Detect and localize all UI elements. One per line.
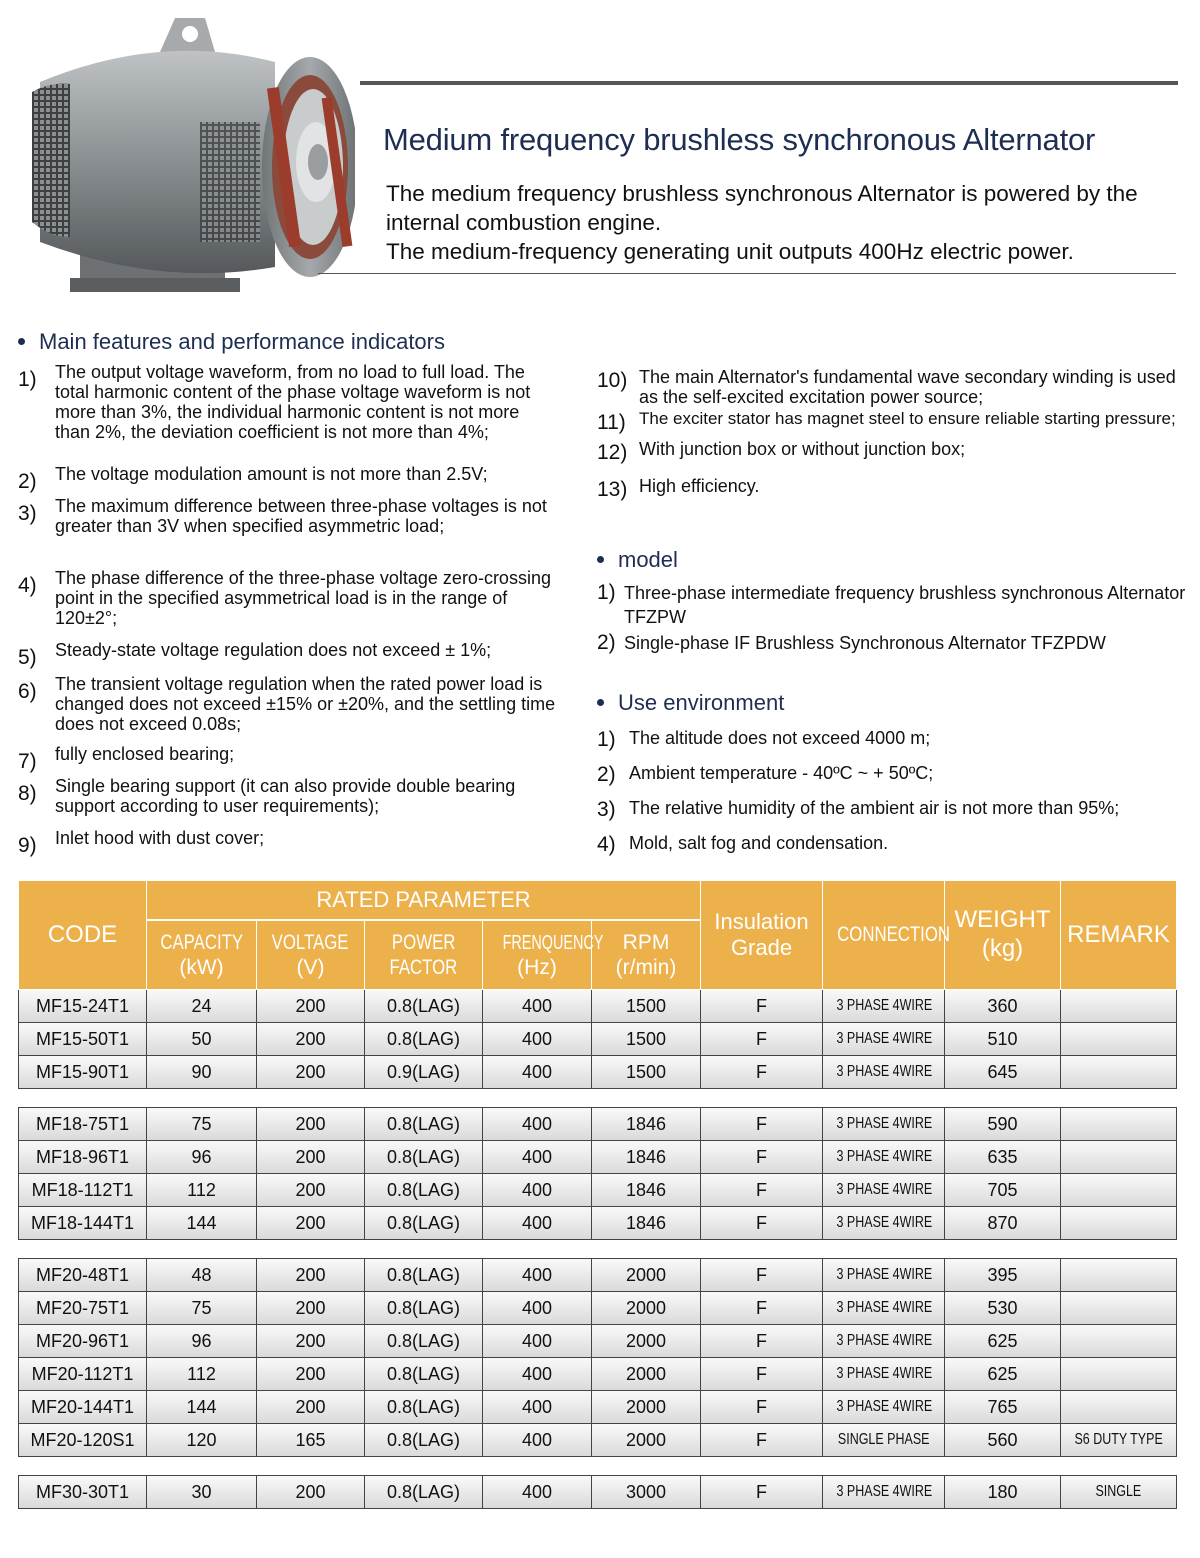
- item-text: Single-phase IF Brushless Synchronous Alternator TFZPDW: [624, 633, 1106, 653]
- bullet-icon: [597, 699, 604, 706]
- table-cell: [1061, 1141, 1177, 1174]
- table-cell: MF15-90T1: [19, 1056, 147, 1089]
- table-cell: 1846: [592, 1108, 701, 1141]
- model-list: [597, 581, 1200, 661]
- table-cell: MF15-50T1: [19, 1023, 147, 1056]
- table-cell: 165: [257, 1424, 365, 1457]
- table-cell: 48: [147, 1259, 257, 1292]
- model-heading: [597, 547, 678, 573]
- item-number: 2): [18, 470, 37, 493]
- header-line: VOLTAGE: [272, 930, 349, 954]
- table-cell: 625: [945, 1358, 1061, 1391]
- table-cell: 200: [257, 1174, 365, 1207]
- item-number: 2): [597, 763, 616, 786]
- column-header-insulation: [701, 881, 823, 990]
- header-line: (Hz): [517, 956, 557, 979]
- table-cell: 2000: [592, 1424, 701, 1457]
- table-cell: [823, 1391, 945, 1424]
- table-cell: 0.8(LAG): [365, 1424, 483, 1457]
- cell-text: 3 PHASE 4WIRE: [836, 1266, 933, 1283]
- cell-text: 3 PHASE 4WIRE: [836, 1181, 933, 1198]
- table-cell: 3000: [592, 1476, 701, 1509]
- item-text: Inlet hood with dust cover;: [55, 828, 265, 848]
- item-text: Steady-state voltage regulation does not exceed ± 1%;: [55, 640, 492, 660]
- table-cell: F: [701, 1108, 823, 1141]
- table-cell: 705: [945, 1174, 1061, 1207]
- spacer-cell: [19, 1457, 1177, 1476]
- table-group-spacer: [19, 1240, 1177, 1259]
- table-group-spacer: [19, 1457, 1177, 1476]
- table-cell: 120: [147, 1424, 257, 1457]
- table-cell: 400: [483, 1141, 592, 1174]
- table-cell: 870: [945, 1207, 1061, 1240]
- table-row: [19, 1424, 1177, 1457]
- cell-text: SINGLE PHASE: [837, 1431, 930, 1448]
- table-cell: 90: [147, 1056, 257, 1089]
- item-number: 10): [597, 369, 628, 392]
- table-cell: 0.8(LAG): [365, 1108, 483, 1141]
- table-cell: MF30-30T1: [19, 1476, 147, 1509]
- table-cell: 200: [257, 1141, 365, 1174]
- table-cell: [1061, 1391, 1177, 1424]
- header-line: FRENQUENCY: [502, 931, 604, 954]
- table-cell: [1061, 1259, 1177, 1292]
- table-row: [19, 1056, 1177, 1089]
- column-header-voltage: [257, 920, 365, 990]
- specification-table: [18, 880, 1177, 1509]
- features-heading: [18, 329, 445, 355]
- table-cell: 1500: [592, 990, 701, 1023]
- column-header-capacity: [147, 920, 257, 990]
- item-number: 6): [18, 680, 37, 703]
- table-cell: F: [701, 1292, 823, 1325]
- table-cell: 2000: [592, 1325, 701, 1358]
- column-header-rpm: [592, 920, 701, 990]
- feature-item: [597, 476, 1200, 506]
- table-cell: 1846: [592, 1141, 701, 1174]
- table-cell: 96: [147, 1141, 257, 1174]
- column-header-connection: [823, 881, 951, 990]
- specification-table-body: [19, 990, 1177, 1509]
- environment-heading: [597, 690, 784, 716]
- item-text: The exciter stator has magnet steel to ensure reliable starting pressure;: [639, 409, 1176, 428]
- feature-item: [597, 439, 1200, 476]
- table-cell: 400: [483, 1358, 592, 1391]
- table-cell: 560: [945, 1424, 1061, 1457]
- table-cell: 590: [945, 1108, 1061, 1141]
- table-row: [19, 1023, 1177, 1056]
- table-cell: MF20-75T1: [19, 1292, 147, 1325]
- table-cell: 144: [147, 1207, 257, 1240]
- table-cell: [823, 1056, 945, 1089]
- item-text: The voltage modulation amount is not more than 2.5V;: [55, 464, 488, 484]
- environment-heading-text: Use environment: [618, 690, 785, 715]
- table-cell: [823, 1207, 945, 1240]
- table-cell: 400: [483, 1476, 592, 1509]
- header-line: POWER: [391, 930, 456, 954]
- table-cell: [823, 1141, 945, 1174]
- header-line: (r/min): [615, 956, 677, 979]
- intro-line: The medium-frequency generating unit outputs 400Hz electric power.: [386, 239, 1074, 264]
- item-number: 4): [18, 574, 37, 597]
- table-cell: [823, 1108, 945, 1141]
- table-cell: MF20-120S1: [19, 1424, 147, 1457]
- table-cell: 400: [483, 1174, 592, 1207]
- table-cell: 400: [483, 1056, 592, 1089]
- table-cell: [1061, 1476, 1177, 1509]
- item-number: 12): [597, 441, 628, 464]
- table-cell: 200: [257, 990, 365, 1023]
- item-number: 2): [597, 631, 616, 654]
- environment-item: [597, 763, 1200, 798]
- item-number: 9): [18, 834, 37, 857]
- column-header-code: CODE: [19, 881, 147, 990]
- item-number: 1): [597, 581, 616, 604]
- header-line: (kg): [981, 935, 1024, 962]
- cell-text: S6 DUTY TYPE: [1074, 1431, 1163, 1448]
- table-cell: [823, 1174, 945, 1207]
- column-group-rated-parameter: RATED PARAMETER: [147, 881, 701, 921]
- feature-item: [18, 568, 558, 640]
- table-cell: [1061, 1325, 1177, 1358]
- item-text: The phase difference of the three-phase voltage zero-crossing point in the specified asymmetrical load is in the range of 120±2°;: [55, 568, 551, 628]
- table-row: [19, 1325, 1177, 1358]
- bullet-icon: [597, 556, 604, 563]
- table-row: [19, 1391, 1177, 1424]
- item-number: 11): [597, 411, 626, 434]
- table-cell: 1500: [592, 1056, 701, 1089]
- cell-text: 3 PHASE 4WIRE: [836, 997, 933, 1014]
- table-cell: 0.8(LAG): [365, 1259, 483, 1292]
- cell-text: 3 PHASE 4WIRE: [836, 1398, 933, 1415]
- header-line: (V): [296, 956, 325, 979]
- header-line: CAPACITY: [160, 930, 243, 954]
- table-cell: 400: [483, 1108, 592, 1141]
- item-number: 1): [597, 728, 616, 751]
- table-cell: 2000: [592, 1259, 701, 1292]
- table-group-spacer: [19, 1089, 1177, 1108]
- alternator-product-image: [10, 12, 355, 302]
- cell-text: 3 PHASE 4WIRE: [836, 1332, 933, 1349]
- cell-text: 3 PHASE 4WIRE: [836, 1214, 933, 1231]
- table-cell: F: [701, 1174, 823, 1207]
- item-number: 8): [18, 782, 37, 805]
- feature-item: [18, 496, 558, 568]
- table-cell: F: [701, 1476, 823, 1509]
- cell-text: 3 PHASE 4WIRE: [836, 1299, 933, 1316]
- cell-text: 3 PHASE 4WIRE: [836, 1483, 933, 1500]
- item-number: 1): [18, 368, 37, 391]
- table-row: [19, 1174, 1177, 1207]
- table-cell: F: [701, 1325, 823, 1358]
- item-number: 3): [597, 798, 616, 821]
- table-cell: [1061, 1207, 1177, 1240]
- column-header-remark: REMARK: [1061, 881, 1177, 990]
- item-number: 5): [18, 646, 37, 669]
- table-cell: 0.8(LAG): [365, 1174, 483, 1207]
- table-cell: MF15-24T1: [19, 990, 147, 1023]
- item-text: Mold, salt fog and condensation.: [629, 833, 889, 853]
- table-cell: MF20-112T1: [19, 1358, 147, 1391]
- header-top-rule: [360, 81, 1178, 85]
- table-row: [19, 990, 1177, 1023]
- table-cell: 144: [147, 1391, 257, 1424]
- table-cell: 645: [945, 1056, 1061, 1089]
- table-cell: 400: [483, 1259, 592, 1292]
- environment-list: [597, 728, 1200, 868]
- header-line: Insulation: [714, 908, 809, 934]
- table-row: [19, 1292, 1177, 1325]
- table-cell: 0.8(LAG): [365, 1292, 483, 1325]
- table-cell: [1061, 1023, 1177, 1056]
- table-row: [19, 1108, 1177, 1141]
- item-number: 13): [597, 478, 628, 501]
- environment-item: [597, 833, 1200, 868]
- table-cell: [1061, 1108, 1177, 1141]
- intro-line: The medium frequency brushless synchronous Alternator is powered by the: [386, 181, 1138, 206]
- item-text: The altitude does not exceed 4000 m;: [629, 728, 931, 748]
- table-cell: 96: [147, 1325, 257, 1358]
- cell-text: 3 PHASE 4WIRE: [836, 1148, 933, 1165]
- table-cell: 200: [257, 1056, 365, 1089]
- table-cell: 200: [257, 1325, 365, 1358]
- table-cell: 635: [945, 1141, 1061, 1174]
- table-cell: 200: [257, 1207, 365, 1240]
- spacer-cell: [19, 1240, 1177, 1259]
- page-title: Medium frequency brushless synchronous Alternator: [383, 122, 1096, 157]
- table-cell: 75: [147, 1108, 257, 1141]
- table-cell: F: [701, 1141, 823, 1174]
- cell-text: 3 PHASE 4WIRE: [836, 1063, 933, 1080]
- cell-text: SINGLE: [1095, 1483, 1142, 1500]
- model-item: [597, 581, 1200, 631]
- features-list: [18, 362, 558, 858]
- table-cell: 2000: [592, 1391, 701, 1424]
- table-cell: F: [701, 1056, 823, 1089]
- table-cell: F: [701, 1391, 823, 1424]
- table-cell: MF18-112T1: [19, 1174, 147, 1207]
- table-cell: 50: [147, 1023, 257, 1056]
- table-cell: [823, 1023, 945, 1056]
- column-header-frequency: [483, 920, 604, 990]
- table-cell: [1061, 1174, 1177, 1207]
- table-cell: 0.8(LAG): [365, 990, 483, 1023]
- table-cell: [823, 1259, 945, 1292]
- table-cell: 765: [945, 1391, 1061, 1424]
- table-cell: [823, 1424, 945, 1457]
- item-text: High efficiency.: [639, 476, 760, 496]
- item-text: The output voltage waveform, from no load to full load. The total harmonic content of the phase voltage waveform is not more than 3%, the individual harmonic content is not more than 2%, the deviation coefficient is not more than 4%;: [55, 362, 531, 442]
- table-cell: 0.9(LAG): [365, 1056, 483, 1089]
- header-line: RPM: [622, 930, 670, 954]
- feature-item: [18, 776, 558, 828]
- table-cell: 0.8(LAG): [365, 1325, 483, 1358]
- spacer-cell: [19, 1089, 1177, 1108]
- intro-line: internal combustion engine.: [386, 210, 662, 235]
- header-line: WEIGHT: [954, 906, 1051, 934]
- column-header-power-factor: [365, 920, 483, 990]
- table-cell: 200: [257, 1358, 365, 1391]
- item-text: The maximum difference between three-phase voltages is not greater than 3V when specified asymmetric load;: [55, 496, 547, 536]
- features-heading-text: Main features and performance indicators: [39, 329, 445, 354]
- feature-item: [597, 367, 1200, 409]
- table-cell: [823, 1358, 945, 1391]
- table-cell: [823, 990, 945, 1023]
- features-list-continued: [597, 367, 1200, 506]
- feature-item: [18, 464, 558, 496]
- table-cell: 112: [147, 1358, 257, 1391]
- table-cell: [1061, 1056, 1177, 1089]
- header-line: CONNECTION: [837, 923, 951, 947]
- table-header-row: [19, 881, 1177, 921]
- table-cell: 360: [945, 990, 1061, 1023]
- table-cell: MF18-75T1: [19, 1108, 147, 1141]
- table-cell: 30: [147, 1476, 257, 1509]
- table-cell: 112: [147, 1174, 257, 1207]
- table-cell: MF20-96T1: [19, 1325, 147, 1358]
- table-cell: F: [701, 990, 823, 1023]
- table-cell: 0.8(LAG): [365, 1023, 483, 1056]
- table-row: [19, 1476, 1177, 1509]
- feature-item: [18, 640, 558, 674]
- table-cell: 0.8(LAG): [365, 1141, 483, 1174]
- table-cell: [823, 1476, 945, 1509]
- item-number: 3): [18, 502, 37, 525]
- table-cell: 0.8(LAG): [365, 1391, 483, 1424]
- table-cell: 400: [483, 1023, 592, 1056]
- table-cell: 0.8(LAG): [365, 1207, 483, 1240]
- table-cell: F: [701, 1207, 823, 1240]
- table-cell: 180: [945, 1476, 1061, 1509]
- column-header-weight: [945, 881, 1061, 990]
- table-cell: [1061, 1424, 1177, 1457]
- table-cell: 1500: [592, 1023, 701, 1056]
- table-cell: 0.8(LAG): [365, 1358, 483, 1391]
- feature-item: [18, 362, 558, 464]
- table-cell: 200: [257, 1108, 365, 1141]
- table-cell: 24: [147, 990, 257, 1023]
- table-cell: 400: [483, 1424, 592, 1457]
- item-number: 7): [18, 750, 37, 773]
- table-cell: 75: [147, 1292, 257, 1325]
- table-cell: 510: [945, 1023, 1061, 1056]
- item-text: fully enclosed bearing;: [55, 744, 235, 764]
- header-line: FACTOR: [389, 956, 458, 979]
- model-heading-text: model: [618, 547, 678, 572]
- table-cell: 2000: [592, 1292, 701, 1325]
- cell-text: 3 PHASE 4WIRE: [836, 1115, 933, 1132]
- table-cell: 200: [257, 1476, 365, 1509]
- feature-item: [18, 744, 558, 776]
- item-text: Ambient temperature - 40ºC ~ + 50ºC;: [629, 763, 934, 783]
- bullet-icon: [18, 338, 25, 345]
- table-cell: MF20-144T1: [19, 1391, 147, 1424]
- table-cell: F: [701, 1259, 823, 1292]
- item-text: The relative humidity of the ambient air is not more than 95%;: [629, 798, 1120, 818]
- table-cell: 1846: [592, 1174, 701, 1207]
- table-cell: MF20-48T1: [19, 1259, 147, 1292]
- table-cell: [823, 1325, 945, 1358]
- table-cell: MF18-144T1: [19, 1207, 147, 1240]
- table-row: [19, 1141, 1177, 1174]
- table-cell: 1846: [592, 1207, 701, 1240]
- item-text: The main Alternator's fundamental wave secondary winding is used as the self-excited excitation power source;: [639, 367, 1176, 407]
- table-cell: 400: [483, 1207, 592, 1240]
- table-cell: 400: [483, 1391, 592, 1424]
- table-cell: 2000: [592, 1358, 701, 1391]
- table-cell: F: [701, 1424, 823, 1457]
- table-row: [19, 1259, 1177, 1292]
- table-cell: 400: [483, 1325, 592, 1358]
- table-cell: MF18-96T1: [19, 1141, 147, 1174]
- table-cell: 400: [483, 1292, 592, 1325]
- environment-item: [597, 728, 1200, 763]
- table-cell: 400: [483, 990, 592, 1023]
- table-cell: 200: [257, 1292, 365, 1325]
- item-text: With junction box or without junction box;: [639, 439, 966, 459]
- table-cell: 625: [945, 1325, 1061, 1358]
- table-cell: F: [701, 1358, 823, 1391]
- feature-item: [597, 409, 1200, 439]
- intro-text: [386, 179, 1200, 266]
- table-cell: [823, 1292, 945, 1325]
- table-cell: [1061, 990, 1177, 1023]
- table-cell: 0.8(LAG): [365, 1476, 483, 1509]
- table-cell: [1061, 1292, 1177, 1325]
- cell-text: 3 PHASE 4WIRE: [836, 1365, 933, 1382]
- item-text: The transient voltage regulation when the rated power load is changed does not exceed ±15% or ±20%, and the settling time does not exceed 0.08s;: [55, 674, 556, 734]
- table-cell: 200: [257, 1391, 365, 1424]
- item-number: 4): [597, 833, 616, 856]
- table-cell: 530: [945, 1292, 1061, 1325]
- table-row: [19, 1358, 1177, 1391]
- item-text: Three-phase intermediate frequency brushless synchronous Alternator TFZPW: [624, 583, 1186, 627]
- table-cell: F: [701, 1023, 823, 1056]
- header-line: Grade: [730, 935, 793, 960]
- header-line: (kW): [179, 956, 224, 979]
- model-item: [597, 631, 1200, 661]
- table-cell: 200: [257, 1259, 365, 1292]
- table-cell: [1061, 1358, 1177, 1391]
- table-row: [19, 1207, 1177, 1240]
- table-cell: 200: [257, 1023, 365, 1056]
- header-bottom-rule: [318, 273, 1176, 274]
- table-cell: 395: [945, 1259, 1061, 1292]
- feature-item: [18, 674, 558, 744]
- item-text: Single bearing support (it can also provide double bearing support according to user requirements);: [55, 776, 516, 816]
- environment-item: [597, 798, 1200, 833]
- feature-item: [18, 828, 558, 858]
- cell-text: 3 PHASE 4WIRE: [836, 1030, 933, 1047]
